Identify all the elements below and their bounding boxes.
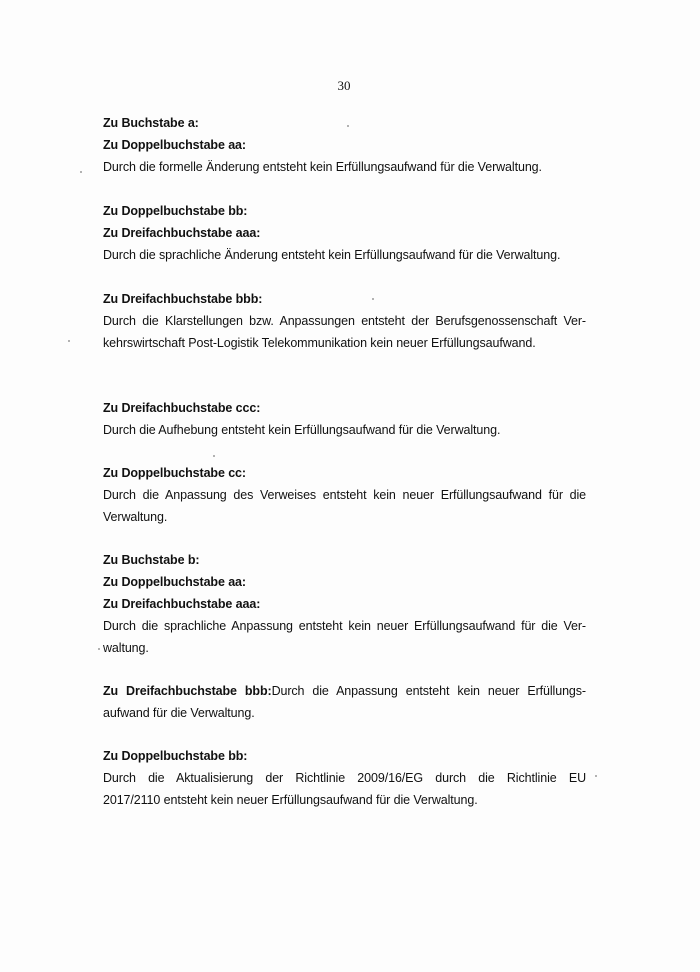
scan-speck [80,171,82,173]
section-heading: Zu Doppelbuchstabe cc: [103,466,246,480]
section-body-line: Durch die Klarstellungen bzw. Anpassungen entsteht der Berufsgenossenschaft Ver- [103,314,586,328]
section-body-line: Durch die Aktualisierung der Richtlinie 2009/16/EG durch die Richtlinie EU [103,771,586,785]
section-body: Durch die sprachliche Änderung entsteht kein Erfüllungsaufwand für die Verwaltung. [103,248,561,262]
section-7 [103,680,586,724]
page-number: 30 [337,78,351,93]
section-heading: Zu Doppelbuchstabe bb: [103,749,248,763]
section-4 [103,397,586,441]
scan-speck [68,340,70,342]
section-heading: Zu Dreifachbuchstabe bbb: [103,292,263,306]
section-body-line: aufwand für die Verwaltung. [103,706,255,720]
section-2 [103,200,586,266]
section-heading-inline: Zu Dreifachbuchstabe bbb: [103,684,272,698]
section-body-line: Durch die Anpassung des Verweises entsteht kein neuer Erfüllungsaufwand für die [103,488,586,502]
section-heading: Zu Dreifachbuchstabe aaa: [103,597,261,611]
scan-speck [213,455,215,457]
section-body: Durch die Aufhebung entsteht kein Erfüllungsaufwand für die Verwaltung. [103,423,501,437]
section-8 [103,745,586,811]
section-3 [103,288,586,354]
section-body-line [103,680,586,702]
section-heading: Zu Dreifachbuchstabe ccc: [103,401,261,415]
scan-speck [595,775,597,777]
section-heading: Zu Doppelbuchstabe aa: [103,138,246,152]
section-6 [103,549,586,659]
section-body-line: waltung. [103,641,149,655]
section-heading: Zu Buchstabe b: [103,553,200,567]
section-heading: Zu Buchstabe a: [103,116,199,130]
section-body-line: kehrswirtschaft Post-Logistik Telekommunikation kein neuer Erfüllungsaufwand. [103,336,536,350]
section-heading: Zu Dreifachbuchstabe aaa: [103,226,261,240]
section-body-inline: Durch die Anpassung entsteht kein neuer Erfüllungs- [271,684,587,698]
section-body-line: Verwaltung. [103,510,168,524]
section-body-line: Durch die sprachliche Anpassung entsteht kein neuer Erfüllungsaufwand für die Ver- [103,619,586,633]
section-5 [103,462,586,528]
section-body-line: 2017/2110 entsteht kein neuer Erfüllungsaufwand für die Verwaltung. [103,793,478,807]
section-heading: Zu Doppelbuchstabe bb: [103,204,248,218]
scan-speck [98,648,100,650]
section-heading: Zu Doppelbuchstabe aa: [103,575,246,589]
section-body: Durch die formelle Änderung entsteht kein Erfüllungsaufwand für die Verwaltung. [103,160,542,174]
section-1 [103,112,586,178]
